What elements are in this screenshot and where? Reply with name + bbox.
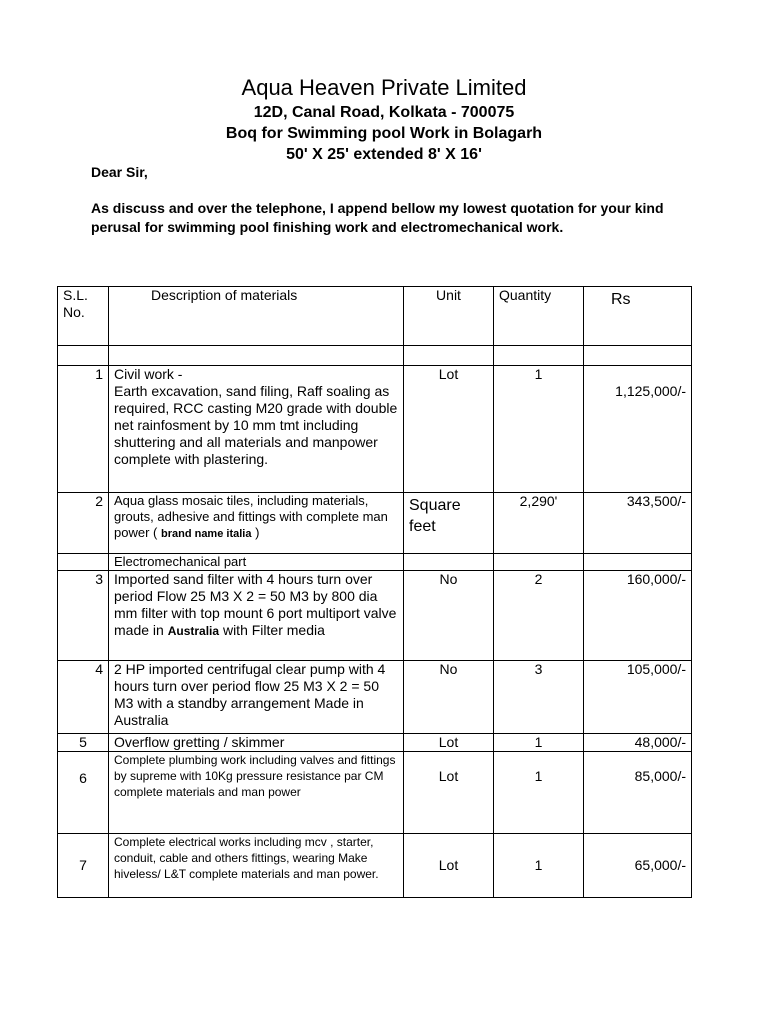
header-unit: Unit — [404, 287, 494, 346]
row-quantity: 1 — [494, 366, 584, 493]
row-sl: 2 — [58, 493, 109, 554]
row-description: Overflow gretting / skimmer — [109, 734, 404, 752]
country-name: Australia — [167, 624, 220, 638]
row-unit: Lot — [404, 834, 494, 898]
row-quantity: 2,290' — [494, 493, 584, 554]
table-row — [58, 734, 692, 752]
row-unit: Lot — [404, 366, 494, 493]
row-quantity: 1 — [494, 834, 584, 898]
table-row — [58, 661, 692, 734]
row-sl: 1 — [58, 366, 109, 493]
blank-row — [58, 346, 692, 366]
row-amount: 105,000/- — [584, 661, 692, 734]
company-name: Aqua Heaven Private Limited — [241, 75, 527, 100]
row-quantity: 2 — [494, 571, 584, 661]
row-title: Civil work - — [114, 366, 183, 382]
pool-dimensions: 50' X 25' extended 8' X 16' — [286, 146, 482, 163]
row-quantity: 1 — [494, 752, 584, 834]
brand-name: brand name italia — [160, 528, 252, 540]
row-description: 2 HP imported centrifugal clear pump with 4 hours turn over period flow 25 M3 X 2 = 50 M3 with a standby arrangement Made in Australia — [109, 661, 404, 734]
header-sl: S.L. No. — [58, 287, 109, 346]
header-description: Description of materials — [109, 287, 404, 346]
table-row — [58, 366, 692, 493]
row-description: Complete plumbing work including valves and fittings by supreme with 10Kg pressure resistance par CM complete materials and man power — [109, 752, 404, 834]
row-sl: 3 — [58, 571, 109, 661]
salutation: Dear Sir, — [91, 164, 148, 180]
header-rs: Rs — [584, 287, 692, 346]
row-unit: No — [404, 571, 494, 661]
row-quantity: 3 — [494, 661, 584, 734]
row-amount: 1,125,000/- — [584, 366, 692, 493]
header-quantity: Quantity — [494, 287, 584, 346]
row-unit: Lot — [404, 734, 494, 752]
table-row — [58, 752, 692, 834]
section-row — [58, 554, 692, 571]
row-detail: Earth excavation, sand filing, Raff soaling as required, RCC casting M20 grade with double net rainfosment by 10 mm tmt including shuttering and all materials and manpower complete with plastering. — [114, 383, 398, 467]
row-unit: Square feet — [404, 493, 494, 554]
section-title: Electromechanical part — [109, 554, 404, 571]
row-unit: No — [404, 661, 494, 734]
intro-paragraph: As discuss and over the telephone, I append bellow my lowest quotation for your kind perusal for swimming pool finishing work and electromechanical work. — [91, 200, 664, 235]
row-description: Aqua glass mosaic tiles, including materials, grouts, adhesive and fittings with complete man power ( brand name italia ) — [109, 493, 404, 554]
row-amount: 48,000/- — [584, 734, 692, 752]
letterhead — [0, 74, 768, 165]
table-row — [58, 834, 692, 898]
row-quantity: 1 — [494, 734, 584, 752]
document-subject: Boq for Swimming pool Work in Bolagarh — [225, 125, 543, 142]
table-row — [58, 571, 692, 661]
row-sl: 7 — [58, 834, 109, 898]
row-amount: 65,000/- — [584, 834, 692, 898]
row-amount: 85,000/- — [584, 752, 692, 834]
row-amount: 343,500/- — [584, 493, 692, 554]
row-sl: 6 — [58, 752, 109, 834]
row-sl: 4 — [58, 661, 109, 734]
row-description: Imported sand filter with 4 hours turn over period Flow 25 M3 X 2 = 50 M3 by 800 dia mm filter with top mount 6 port multiport valve made in Australia with Filter media — [109, 571, 404, 661]
boq-table — [57, 286, 692, 898]
row-sl: 5 — [58, 734, 109, 752]
table-row — [58, 493, 692, 554]
row-description: Complete electrical works including mcv , starter, conduit, cable and others fittings, wearing Make hiveless/ L&T complete materials and man power. — [109, 834, 404, 898]
row-amount: 160,000/- — [584, 571, 692, 661]
company-address: 12D, Canal Road, Kolkata - 700075 — [253, 104, 515, 121]
table-header-row — [58, 287, 692, 346]
row-unit: Lot — [404, 752, 494, 834]
row-description — [109, 366, 404, 493]
